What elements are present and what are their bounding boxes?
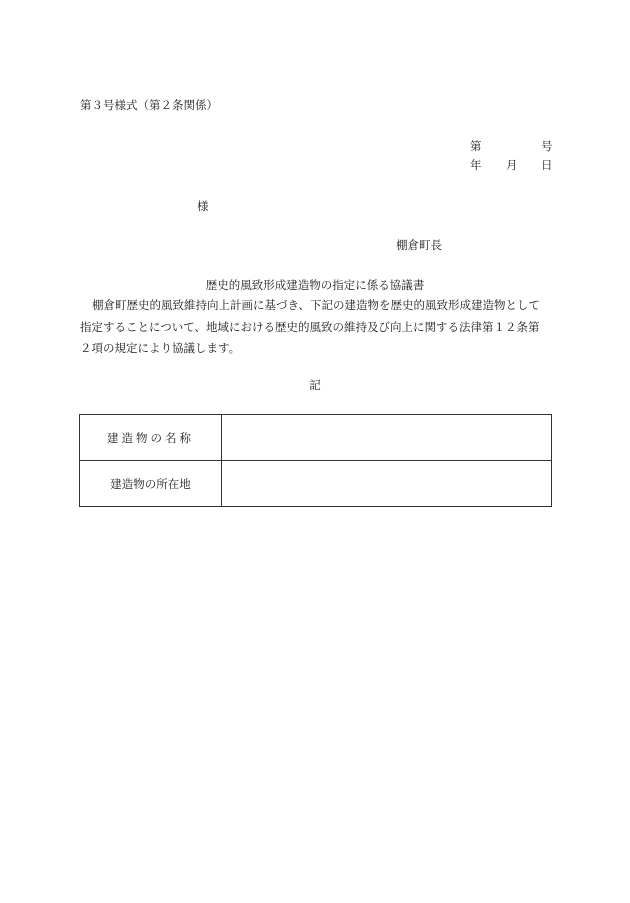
table-row <box>80 415 552 461</box>
table-row <box>80 461 552 507</box>
document-title: 歴史的風致形成建造物の指定に係る協議書 <box>205 278 425 292</box>
building-name-value[interactable] <box>222 415 552 461</box>
ki-heading: 記 <box>309 378 321 392</box>
building-location-label: 建造物の所在地 <box>80 461 222 507</box>
date-year-label: 年 <box>470 158 482 172</box>
sender-name: 棚倉町長 <box>396 238 442 252</box>
building-info-table <box>79 414 552 507</box>
building-location-value[interactable] <box>222 461 552 507</box>
document-number-suffix: 号 <box>541 139 553 153</box>
body-text-line-1: 棚倉町歴史的風致維持向上計画に基づき、下記の建造物を歴史的風致形成建造物として <box>92 298 541 312</box>
body-text-line-2: 指定することについて、地域における歴史的風致の維持及び向上に関する法律第１２条第 <box>80 320 540 334</box>
building-name-label: 建造物の名称 <box>80 415 222 461</box>
addressee-suffix: 様 <box>197 199 209 213</box>
body-text-line-3: ２項の規定により協議します。 <box>80 341 241 355</box>
form-number: 第３号様式（第２条関係） <box>80 98 218 112</box>
date-day-label: 日 <box>541 158 553 172</box>
document-number-prefix: 第 <box>470 139 482 153</box>
date-month-label: 月 <box>506 158 518 172</box>
